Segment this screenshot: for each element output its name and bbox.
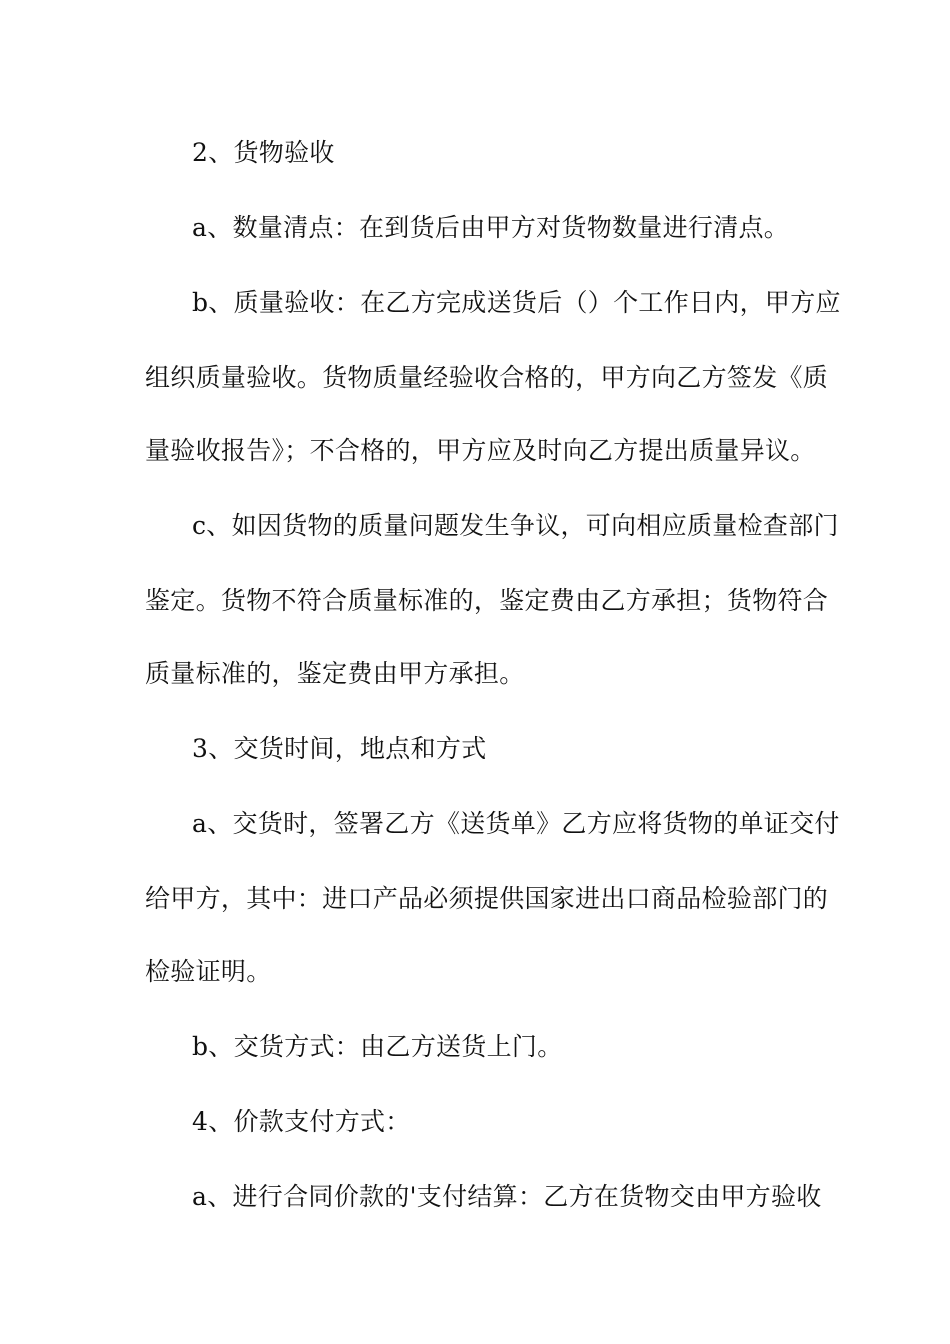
paragraph-line: a、交货时，签署乙方《送货单》乙方应将货物的单证交付 — [192, 809, 840, 838]
section-heading-3: 3、交货时间，地点和方式 — [192, 734, 487, 763]
paragraph-line: c、如因货物的质量问题发生争议，可向相应质量检查部门 — [192, 511, 839, 540]
paragraph-line: 组织质量验收。货物质量经验收合格的，甲方向乙方签发《质 — [145, 363, 829, 392]
paragraph-line: a、进行合同价款的'支付结算：乙方在货物交由甲方验收 — [192, 1182, 822, 1211]
paragraph-line: a、数量清点：在到货后由甲方对货物数量进行清点。 — [192, 213, 790, 242]
paragraph-line: 检验证明。 — [145, 957, 272, 986]
paragraph-line: 量验收报告》；不合格的，甲方应及时向乙方提出质量异议。 — [145, 436, 816, 465]
paragraph-line: b、质量验收：在乙方完成送货后（）个工作日内，甲方应 — [192, 288, 841, 317]
paragraph-line: 给甲方，其中：进口产品必须提供国家进出口商品检验部门的 — [145, 884, 829, 913]
section-heading-4: 4、价款支付方式： — [192, 1107, 411, 1136]
paragraph-line: 鉴定。货物不符合质量标准的，鉴定费由乙方承担；货物符合 — [145, 586, 829, 615]
paragraph-line: b、交货方式：由乙方送货上门。 — [192, 1032, 563, 1061]
section-heading-2: 2、货物验收 — [192, 138, 335, 167]
paragraph-line: 质量标准的，鉴定费由甲方承担。 — [145, 659, 525, 688]
